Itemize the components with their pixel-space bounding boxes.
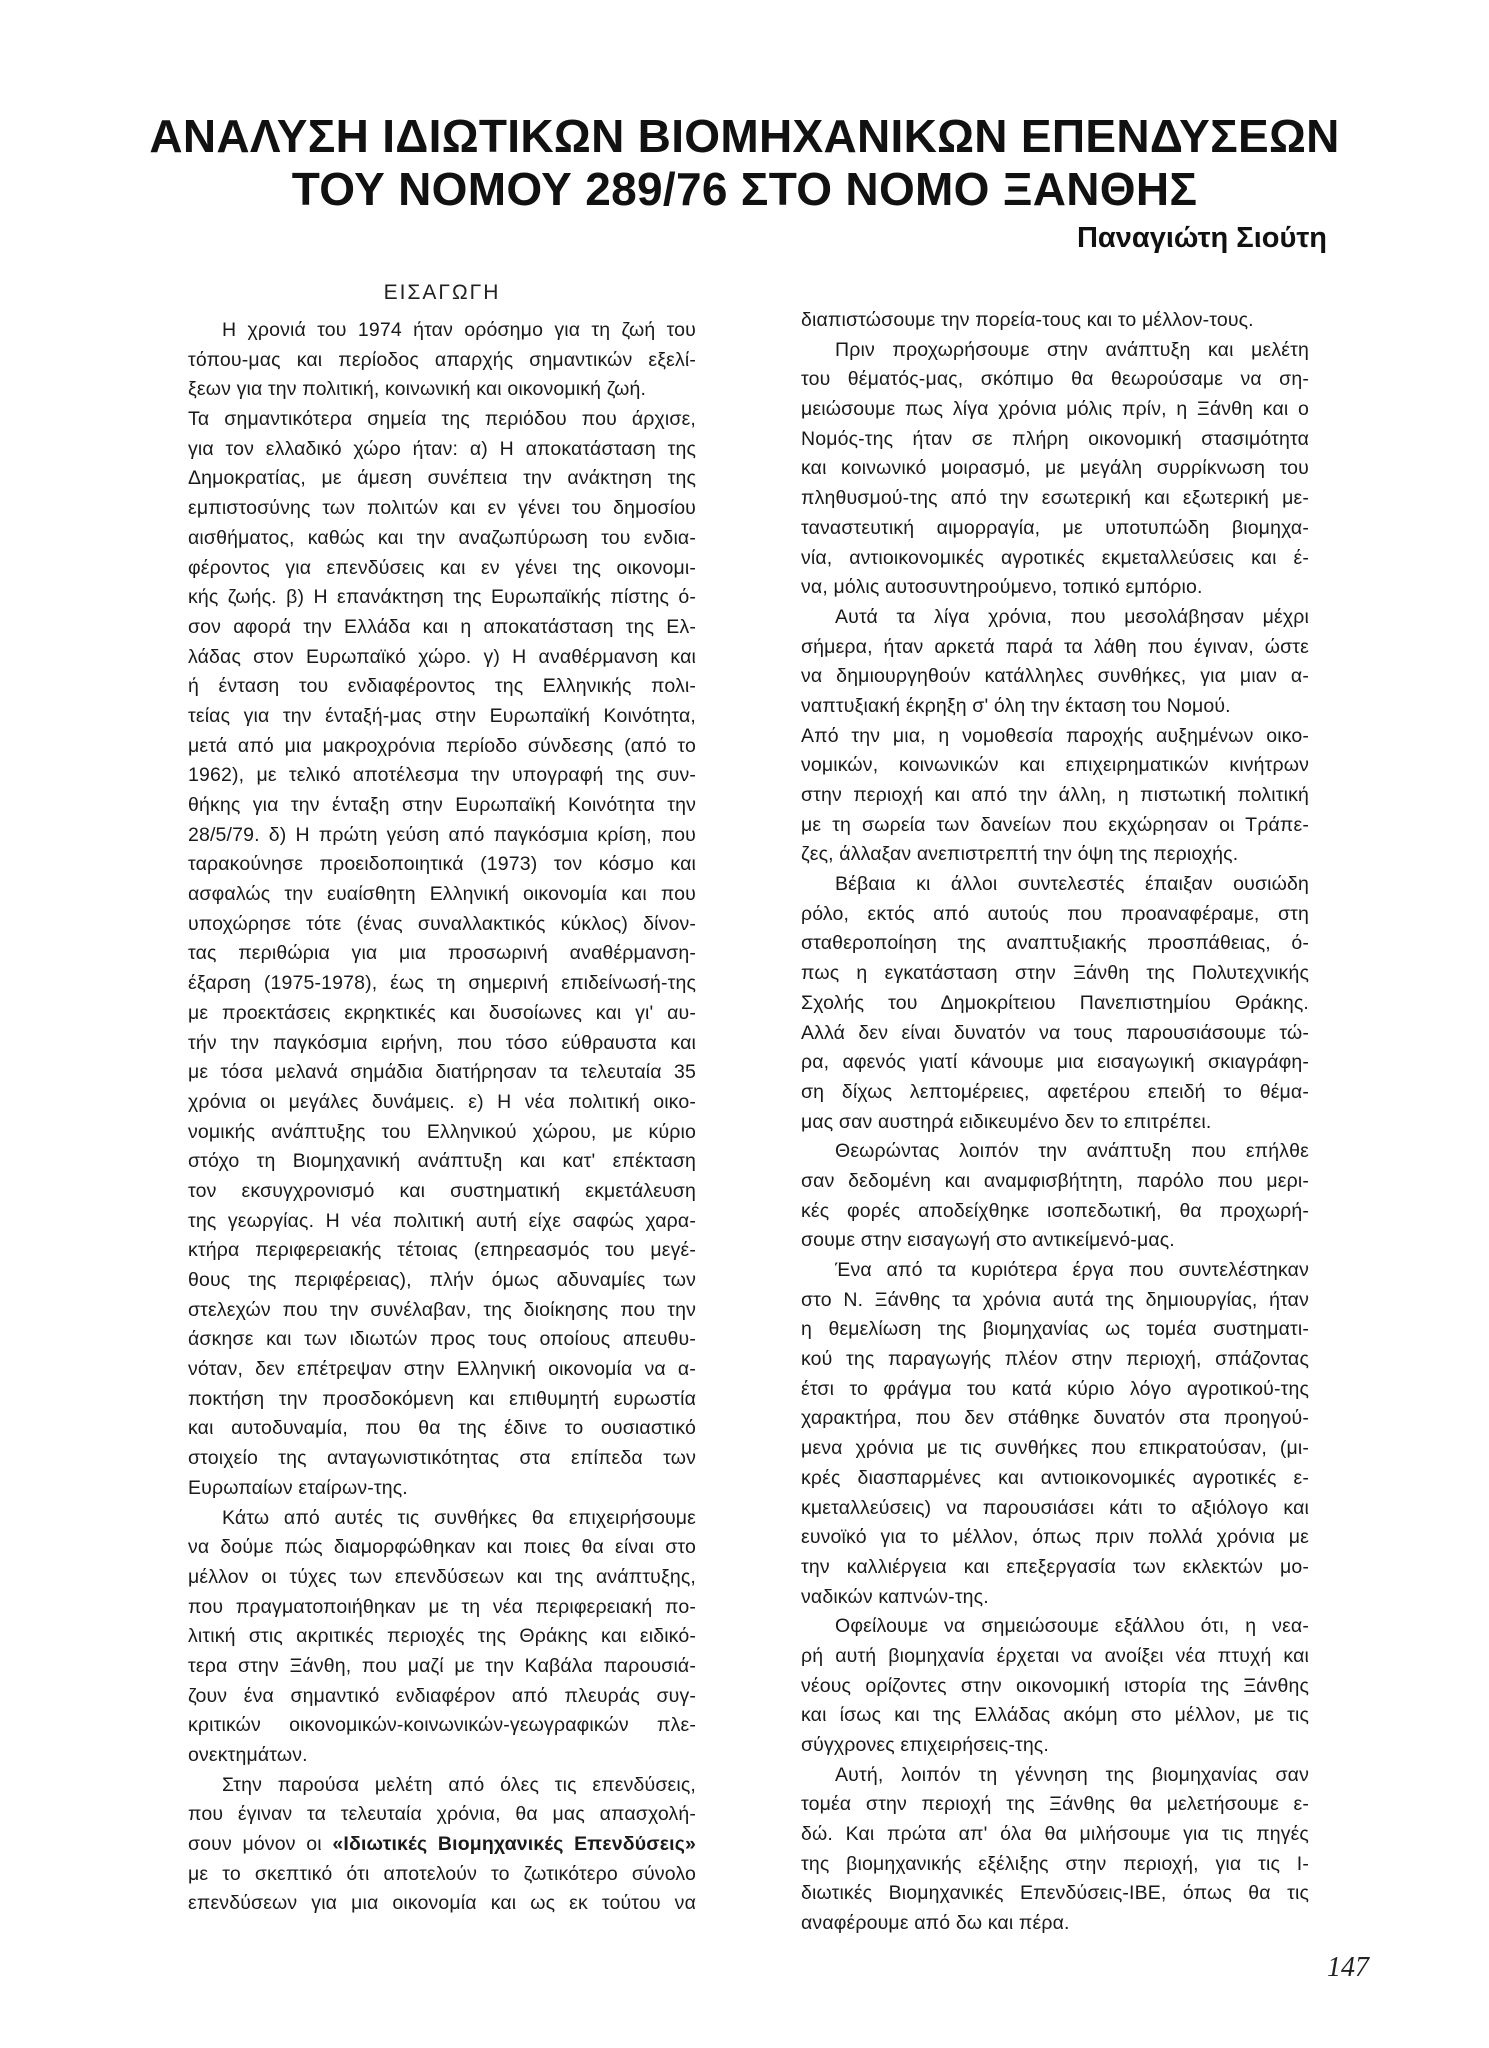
text-line: Ένα από τα κυριότερα έργα που συντελέστηκαν [835,1259,1309,1281]
text-line: Αλλά δεν είναι δυνατόν να τους παρουσιάσουμε τώ- [801,1021,1309,1044]
text-line: Σχολής του Δημοκρίτειου Πανεπιστημίου Θράκης. [801,991,1309,1014]
text-line: μέλλον οι τύχες των επενδύσεων και της ανάπτυξης, [188,1565,696,1588]
text-line: την καλλιέργεια και επεξεργασία των εκλεκτών μο- [801,1555,1309,1578]
text-line: ταρακούνησε προειδοποιητικά (1973) τον κόσμο και [188,853,696,876]
text-line: κές φορές αποδείχθηκε ισοπεδωτική, θα προχωρή- [801,1199,1309,1222]
text-line: ζουν ένα σημαντικό ενδιαφέρον από πλευράς συγ- [188,1684,696,1707]
text-line: να δημιουργηθούν κατάλληλες συνθήκες, για μιαν α- [801,665,1309,688]
text-line: τερα στην Ξάνθη, που μαζί με την Καβάλα παρουσιά- [188,1654,696,1677]
text-line: 28/5/79. δ) Η πρώτη γεύση από παγκόσμια κρίση, που [188,823,696,846]
text-line: σουμε στην εισαγωγή στο αντικείμενό-μας. [801,1229,1175,1252]
text-line: ζες, άλλαξαν ανεπιστρεπτή την όψη της περιοχής. [801,843,1239,866]
text-line: σουν μόνον οι «Ιδιωτικές Βιομηχανικές Επενδύσεις» [188,1833,697,1856]
text-line: με προεκτάσεις εκρηκτικές και δυσοίωνες και γι' αυ- [188,1001,696,1024]
text-line: ταναστευτική αιμορραγία, με υποτυπώδη βιομηχα- [801,516,1309,539]
text-line: 1962), με τελικό αποτέλεσμα την υπογραφή της συν- [188,764,696,787]
text-line: σήμερα, ήταν αρκετά παρά τα λάθη που έγιναν, ώστε [801,635,1309,658]
text-line: επενδύσεων για μια οικονομία και ως εκ τούτου να [188,1892,696,1915]
text-line: στελεχών που την συνέλαβαν, της διοίκησης που την [188,1298,696,1321]
text-line: με τη σωρεία των δανείων που εκχώρησαν οι Τράπε- [801,813,1309,836]
text-line: υποχώρησε τότε (ένας συναλλακτικός κύκλος) δίνον- [188,912,696,935]
text-line: Αυτά τα λίγα χρόνια, που μεσολάβησαν μέχρι [835,605,1309,628]
text-line: του θέματός-μας, σκόπιμο θα θεωρούσαμε να ση- [801,368,1309,391]
text-line: σύγχρονες επιχειρήσεις-της. [801,1734,1049,1756]
text-line: της γεωργίας. Η νέα πολιτική αυτή είχε σαφώς χαρα- [188,1209,696,1232]
text-line: λάδας στον Ευρωπαϊκό χώρο. γ) Η αναθέρμανση και [188,645,696,668]
text-line: ρα, αφενός γιατί κάνουμε μια εισαγωγική σκιαγράφη- [801,1051,1309,1074]
text-line: Οφείλουμε να σημειώσουμε εξάλλου ότι, η νεα- [835,1615,1309,1638]
text-line: αναφέρουμε από δω και πέρα. [801,1912,1070,1935]
text-line: έξαρση (1975-1978), έως τη σημερινή επιδείνωσή-της [188,972,696,995]
text-line: αισθήματος, καθώς και την αναζωπύρωση του ενδια- [188,526,696,549]
text-line: ονεκτημάτων. [188,1744,308,1766]
article-title-line-1: ΑΝΑΛΥΣΗ ΙΔΙΩΤΙΚΩΝ ΒΙΟΜΗΧΑΝΙΚΩΝ ΕΠΕΝΔΥΣΕΩΝ [149,110,1340,162]
text-line: και αυτοδυναμία, που θα της έδινε το ουσιαστικό [188,1417,696,1440]
text-line: Θεωρώντας λοιπόν την ανάπτυξη που επήλθε [835,1140,1309,1163]
text-line: ση δίχως λεπτομέρειες, αφετέρου επειδή το θέμα- [801,1080,1309,1103]
text-line: κμεταλλεύσεις) να παρουσιάσει κάτι το αξιόλογο και [801,1496,1309,1519]
text-line: Κάτω από αυτές τις συνθήκες θα επιχειρήσουμε [222,1506,696,1529]
text-line: θήκης για την ένταξη στην Ευρωπαϊκή Κοινότητα την [188,794,696,816]
text-line: νόταν, δεν επέτρεψαν στην Ελληνική οικονομία να α- [188,1358,696,1381]
text-line: στόχο τη Βιομηχανική ανάπτυξη και κατ' επέκταση [188,1150,696,1173]
text-line: φέροντος για επενδύσεις και εν γένει της οικονομι- [188,556,696,579]
text-line: ναπτυξιακή έκρηξη σ' όλη την έκταση του Νομού. [801,694,1231,717]
text-line: μετά από μια μακροχρόνια περίοδο σύνδεσης (από το [188,734,696,757]
text-line: κής ζωής. β) Η επανάκτηση της Ευρωπαϊκής πίστης ό- [188,586,696,609]
author-name: Παναγιώτη Σιούτη [1076,222,1327,254]
text-line: λιτική στις ακριτικές περιοχές της Θράκης και ειδικό- [188,1625,696,1648]
text-line: άσκησε και των ιδιωτών προς τους οποίους απευθυ- [188,1328,696,1351]
text-line: με τόσα μελανά σημάδια διατήρησαν τα τελευταία 35 [188,1061,696,1084]
text-line: Στην παρούσα μελέτη από όλες τις επενδύσεις, [222,1773,696,1796]
text-line: κριτικών οικονομικών-κοινωνικών-γεωγραφικών πλε- [188,1714,696,1737]
text-line: Βέβαια κι άλλοι συντελεστές έπαιξαν ουσιώδη [835,873,1309,896]
text-line: τείας για την ένταξή-μας στην Ευρωπαϊκή Κοινότητα, [188,704,696,727]
text-line: κού της παραγωγής πλέον στην περιοχή, σπάζοντας [801,1348,1309,1371]
text-line: τήν την παγκόσμια ειρήνη, που τόσο εύθραυστα και [188,1031,696,1054]
text-line: να, μόλις αυτοσυντηρούμενο, τοπικό εμπόριο. [801,576,1203,599]
text-line: ευνοϊκό για το μέλλον, όπως πριν πολλά χρόνια με [801,1526,1309,1549]
text-line: και ίσως και της Ελλάδας ακόμη στο μέλλον, με τις [801,1704,1309,1727]
text-line: Ευρωπαίων εταίρων-της. [188,1476,408,1499]
text-line: η θεμελίωση της βιομηχανίας ως τομέα συστηματι- [801,1318,1309,1341]
text-line: στο Ν. Ξάνθης τα χρόνια αυτά της δημιουργίας, ήταν [801,1288,1309,1311]
section-heading: ΕΙΣΑΓΩΓΗ [383,281,501,304]
right-column [801,306,1309,1939]
text-line: να δούμε πώς διαμορφώθηκαν και ποιες θα είναι στο [188,1536,696,1559]
text-line: ασφαλώς την ευαίσθητη Ελληνική οικονομία και που [188,883,696,906]
text-line: ποκτήση την προσδοκόμενη και επιθυμητή ευρωστία [188,1387,696,1410]
text-line: ναδικών καπνών-της. [801,1585,989,1608]
text-line: ξεων για την πολιτική, κοινωνική και οικονομική ζωή. [188,378,647,401]
text-line: κτήρα περιφερειακής τέτοιας (επηρεασμός του μεγέ- [188,1239,696,1262]
text-line: μας σαν αυστηρά ειδικευμένο δεν το επιτρέπει. [801,1110,1212,1133]
text-line: σαν δεδομένη και αναμφισβήτητη, παρόλο που μερι- [801,1169,1309,1192]
page-number: 147 [1327,1952,1369,1983]
text-line: σταθεροποίηση της αναπτυξιακής προσπάθειας, ό- [801,932,1309,955]
left-column [188,274,696,1919]
text-line: κρές διασπαρμένες και αντιοικονομικές αγροτικές ε- [801,1466,1309,1489]
text-line: δώ. Και πρώτα απ' όλα θα μιλήσουμε για τις πηγές [801,1823,1309,1846]
text-line: τομέα στην περιοχή της Ξάνθης θα μελετήσουμε ε- [801,1793,1309,1816]
text-line: Δημοκρατίας, με άμεση συνέπεια την ανάκτηση της [188,467,696,490]
text-line: για τον ελλαδικό χώρο ήταν: α) Η αποκατάσταση της [188,437,696,460]
text-line: χρόνια οι μεγάλες δυνάμεις. ε) Η νέα πολιτική οικο- [188,1090,696,1113]
text-line: που πραγματοποιήθηκαν με τη νέα περιφερειακή πο- [188,1595,696,1618]
text-line: χαρακτήρα, που δεν στάθηκε δυνατόν στα προηγού- [801,1407,1309,1430]
text-line: μενα χρόνια με τις συνθήκες που επικρατούσαν, (μι- [801,1437,1309,1460]
text-line: και κοινωνικό μοιρασμό, με μεγάλη συρρίκνωση του [801,457,1309,480]
text-line: νία, αντιοικονομικές αγροτικές εκμεταλλεύσεις και έ- [801,546,1309,569]
text-line: Νομός-της ήταν σε πλήρη οικονομική στασιμότητα [801,427,1309,450]
text-line: τόπου-μας και περίοδος απαρχής σημαντικών εξελί- [188,348,696,371]
text-line: τας περιθώρια για μια προσωρινή αναθέρμανση- [188,942,696,965]
text-line: με το σκεπτικό ότι αποτελούν το ζωτικότερο σύνολο [188,1862,696,1885]
text-line: Από την μια, η νομοθεσία παροχής αυξημένων οικο- [801,724,1309,747]
text-line: που έγιναν τα τελευταία χρόνια, θα μας απασχολή- [188,1803,696,1826]
text-line: στοιχείο της ανταγωνιστικότητας στα επίπεδα των [188,1447,696,1470]
text-line: πως η εγκατάσταση στην Ξάνθη της Πολυτεχνικής [801,962,1309,985]
emphasized-term: «Ιδιωτικές Βιομηχανικές Επενδύσεις» [332,1833,697,1856]
text-line: τον εκσυγχρονισμό και συστηματική εκμετάλευση [188,1179,696,1202]
text-line: διωτικές Βιομηχανικές Επενδύσεις-ΙΒΕ, όπως θα τις [801,1882,1309,1905]
text-line: μειώσουμε πως λίγα χρόνια μόλις πρίν, η Ξάνθη και ο [801,398,1309,421]
text-line: πληθυσμού-της από την εσωτερική και εξωτερική με- [801,487,1309,510]
text-line: διαπιστώσουμε την πορεία-τους και το μέλλον-τους. [801,309,1254,331]
article-title-line-2: ΤΟΥ ΝΟΜΟΥ 289/76 ΣΤΟ ΝΟΜΟ ΞΑΝΘΗΣ [291,163,1198,215]
text-line: Αυτή, λοιπόν τη γέννηση της βιομηχανίας σαν [835,1763,1309,1786]
text-line: Πριν προχωρήσουμε στην ανάπτυξη και μελέτη [835,338,1309,361]
text-line: νομικών, κοινωνικών και επιχειρηματικών κινήτρων [801,754,1309,777]
text-line: εμπιστοσύνης των πολιτών και εν γένει του δημοσίου [188,497,696,520]
text-line: έτσι το φράγμα του κατά κύριο λόγο αγροτικού-της [801,1377,1309,1400]
text-line: στην περιοχή και από την άλλη, η πιστωτική πολιτική [801,784,1309,806]
text-line: Η χρονιά του 1974 ήταν ορόσημο για τη ζωή του [222,319,696,341]
text-line: ρόλο, εκτός από αυτούς που προαναφέραμε, στη [801,902,1309,925]
text-line: νομικής ανάπτυξης του Ελληνικού χώρου, με κύριο [188,1120,696,1143]
text-line: Τα σημαντικότερα σημεία της περιόδου που άρχισε, [188,408,696,431]
text-line: θους της περιφέρειας), πλήν όμως αδυναμίες των [188,1269,696,1291]
text-line: νέους ορίζοντες στην οικονομική ιστορία της Ξάνθης [801,1674,1309,1697]
text-line: σον αφορά την Ελλάδα και η αποκατάσταση της Ελ- [188,615,696,638]
text-line: ρή αυτή βιομηχανία έρχεται να ανοίξει νέα πτυχή και [801,1644,1309,1667]
text-line: ή ένταση του ενδιαφέροντος της Ελληνικής πολι- [188,675,696,698]
text-line: της βιομηχανικής εξέλιξης στην περιοχή, για τις Ι- [801,1852,1309,1875]
